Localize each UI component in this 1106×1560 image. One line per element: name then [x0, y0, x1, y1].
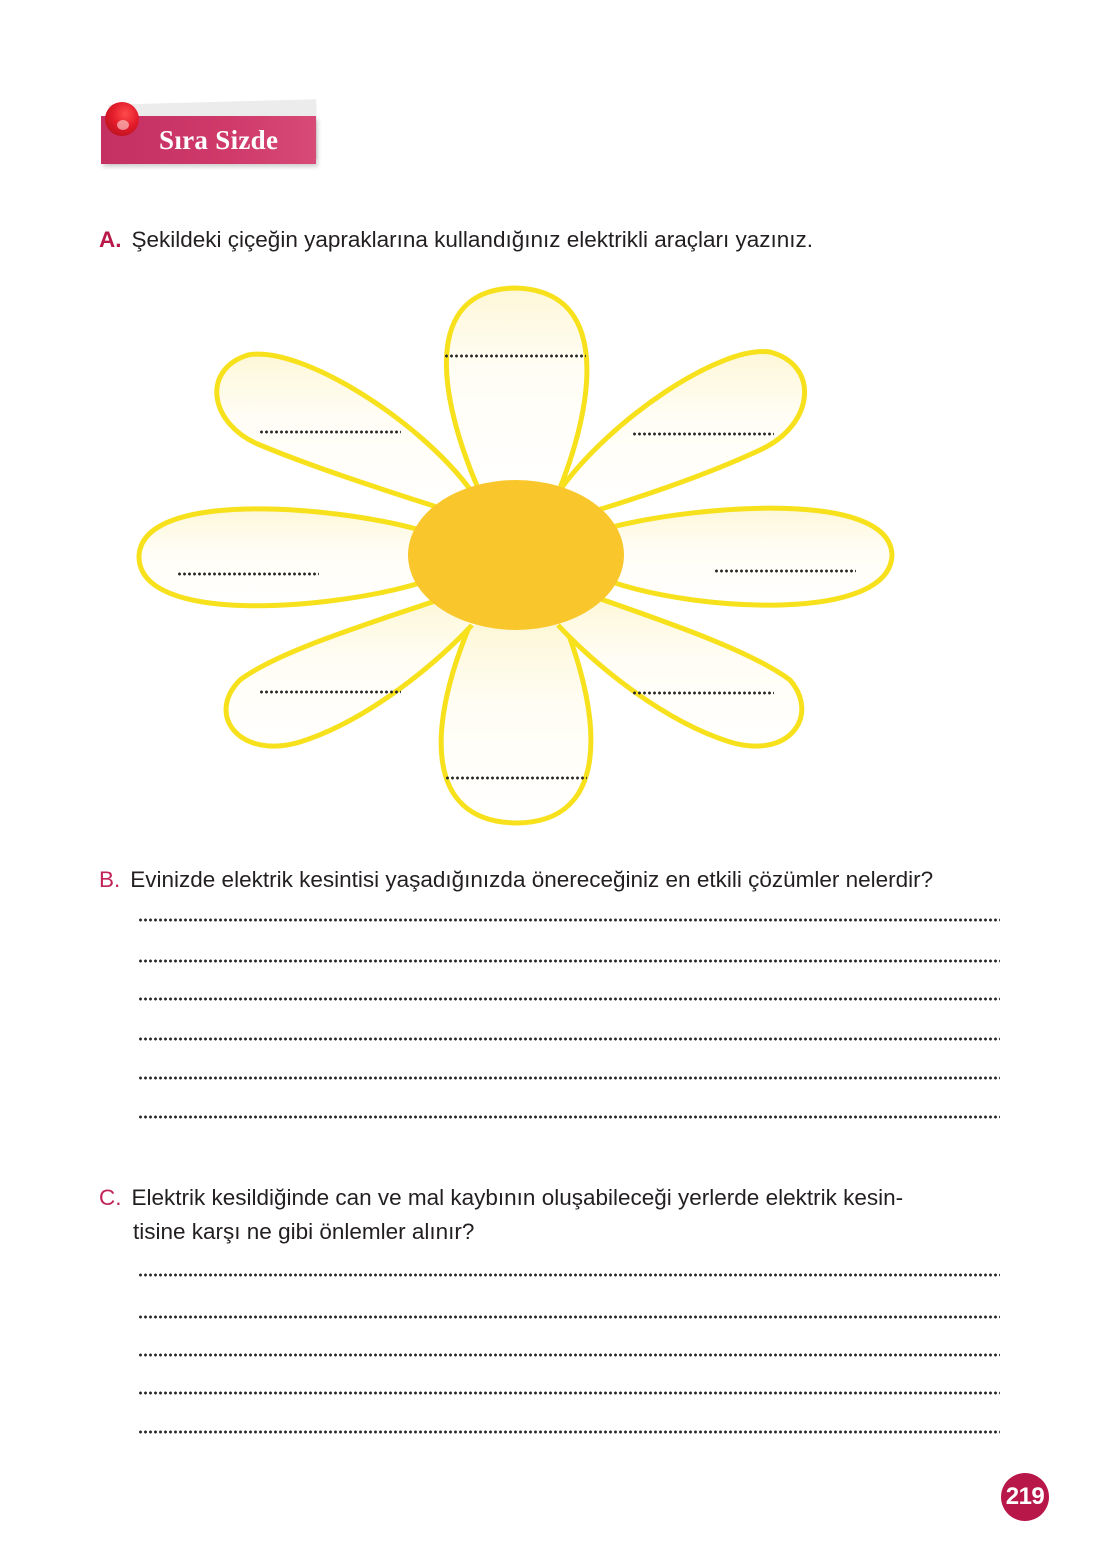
petal-right	[612, 508, 892, 605]
petal-answer-right[interactable]	[714, 569, 856, 573]
petal-answer-bottom-right[interactable]	[632, 691, 774, 695]
petal-answer-bottom-left[interactable]	[259, 690, 401, 694]
question-c	[99, 1180, 903, 1216]
answer-line-c-4[interactable]	[138, 1391, 1000, 1395]
answer-line-c-3[interactable]	[138, 1353, 1000, 1357]
question-b-letter: B.	[99, 867, 121, 892]
answer-line-c-1[interactable]	[138, 1273, 1000, 1277]
petal-answer-left[interactable]	[177, 572, 319, 576]
petal-answer-bottom[interactable]	[445, 776, 587, 780]
answer-line-b-3[interactable]	[138, 997, 1000, 1001]
banner-title: Sıra Sizde	[159, 125, 279, 155]
question-c-text-line2: tisine karşı ne gibi önlemler alınır?	[133, 1219, 475, 1244]
petal-answer-top-right[interactable]	[632, 432, 774, 436]
petal-top	[446, 288, 586, 488]
answer-line-b-4[interactable]	[138, 1037, 1000, 1041]
petal-answer-top[interactable]	[444, 354, 586, 358]
answer-line-c-5[interactable]	[138, 1430, 1000, 1434]
question-a-text: Şekildeki çiçeğin yapraklarına kullandığınız elektrikli araçları yazınız.	[131, 227, 814, 252]
petal-top-right	[560, 352, 805, 510]
answer-line-b-1[interactable]	[138, 918, 1000, 922]
answer-line-b-2[interactable]	[138, 959, 1000, 963]
petal-answer-top-left[interactable]	[259, 430, 401, 434]
question-c-continued	[133, 1214, 474, 1250]
petal-bottom-left	[226, 600, 472, 746]
petal-bottom	[441, 625, 591, 823]
question-c-text-line1: Elektrik kesildiğinde can ve mal kaybının oluşabileceği yerlerde elektrik kesin-	[131, 1185, 904, 1210]
petal-left	[139, 509, 420, 606]
flower-center	[408, 480, 624, 630]
question-b	[99, 862, 933, 898]
question-b-text: Evinizde elektrik kesintisi yaşadığınızda önereceğiniz en etkili çözümler nelerdir?	[130, 867, 934, 892]
answer-line-c-2[interactable]	[138, 1315, 1000, 1319]
petal-bottom-right	[558, 598, 802, 746]
question-c-letter: C.	[99, 1185, 122, 1210]
question-a-letter: A.	[99, 227, 122, 252]
answer-line-b-5[interactable]	[138, 1076, 1000, 1080]
answer-line-b-6[interactable]	[138, 1115, 1000, 1119]
page-number-badge: 219	[1001, 1473, 1049, 1521]
